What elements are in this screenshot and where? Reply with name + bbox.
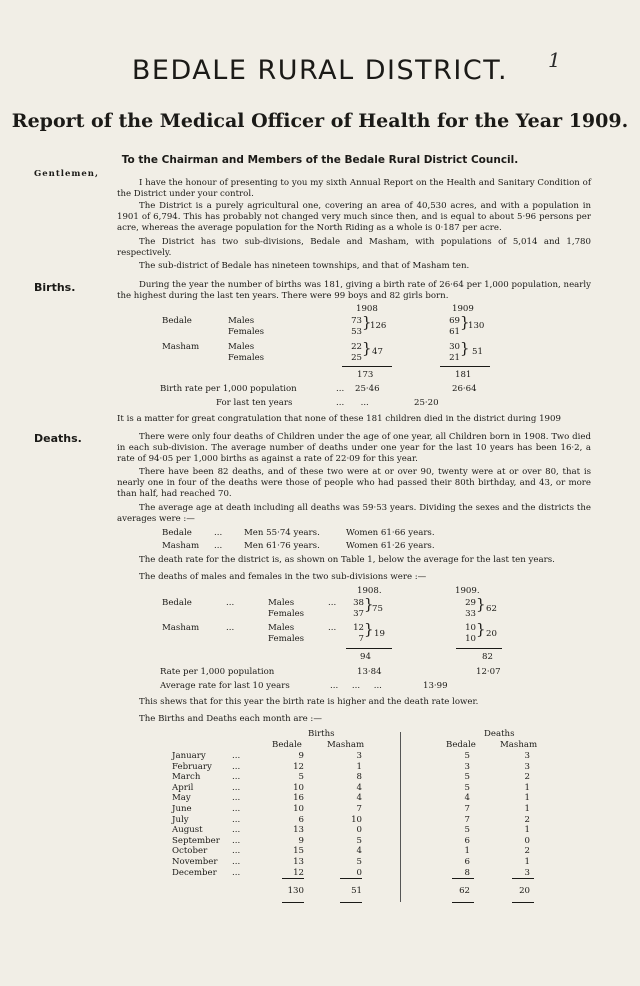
table-cell-b-bed: 6 xyxy=(298,814,304,825)
births-masham-m1908: 22 xyxy=(351,342,362,352)
deaths-district-bedale: Bedale xyxy=(162,598,192,608)
births-paragraph: During the year the number of births was 181, giving a birth rate of 26·64 per 1,000 population, nearly the highest during the last ten years. There were 99 boys and 82 girls born. xyxy=(117,280,591,301)
salutation: Gentlemen, xyxy=(34,169,99,179)
sum-rule xyxy=(282,878,304,879)
district-title: BEDALE RURAL DISTRICT. xyxy=(131,55,509,86)
table-cell-d-mas: 0 xyxy=(524,835,530,846)
table-cell-b-mas: 10 xyxy=(351,814,362,825)
dots: ... xyxy=(232,772,241,783)
table-cell-b-bed: 12 xyxy=(293,761,304,772)
month-label: September xyxy=(172,835,220,846)
table-cell-d-mas: 1 xyxy=(524,793,530,804)
births-males-label: Males xyxy=(228,342,255,352)
deaths-bedale-m1909: 29 xyxy=(465,598,476,608)
ten-year-label: For last ten years xyxy=(216,398,293,408)
deaths-paragraph: There were only four deaths of Children under the age of one year, all Children born in 1908. Two died in each sub-division. The average number of deaths under one year for the last 10 years has been 16·2, a rate of 94·05 per 1,000 births as against a rate of 22·09 for this year. xyxy=(117,432,591,464)
deaths-masham-m1908: 12 xyxy=(353,623,364,633)
table-cell-d-mas: 1 xyxy=(524,804,530,814)
table-cell-d-bed: 7 xyxy=(464,814,470,825)
death-rate-1908: 13·84 xyxy=(357,667,382,677)
deaths-side-label: Deaths. xyxy=(34,432,82,445)
deaths-females-label: Females xyxy=(268,609,305,619)
addressee-line: To the Chairman and Members of the Bedale Rural District Council. xyxy=(121,154,519,166)
deaths-females-label: Females xyxy=(268,634,305,644)
dots: ... xyxy=(232,857,241,867)
intro-paragraph: I have the honour of presenting to you my sixth Annual Report on the Health and Sanitary Condition of the District under your control. xyxy=(117,178,591,199)
births-bedale-total: 130 xyxy=(287,886,304,896)
deaths-year-1908: 1908. xyxy=(357,586,382,596)
births-masham-f1909: 21 xyxy=(449,353,460,363)
men-average-age-bedale: Men 55·74 years. xyxy=(244,528,320,538)
sum-rule xyxy=(282,902,304,903)
births-column-heading: Births xyxy=(308,729,335,739)
dots: ... xyxy=(232,793,241,804)
dots: ... xyxy=(328,598,337,608)
month-label: October xyxy=(172,846,208,857)
table-cell-d-mas: 2 xyxy=(524,814,530,825)
table-cell-b-bed: 9 xyxy=(298,751,304,761)
month-label: April xyxy=(172,782,194,793)
deaths-paragraph: There have been 82 deaths, and of these two were at or over 90, twenty were at or over 80, that is nearly one in four of the deaths were those of people who had passed their 80th birthday, and 43, or more than half, had reached 70. xyxy=(117,467,591,499)
month-label: March xyxy=(172,772,201,783)
dots: ... xyxy=(232,846,241,857)
births-district-bedale: Bedale xyxy=(162,316,192,326)
table-cell-b-bed: 5 xyxy=(298,772,304,783)
deaths-masham-t1908: 19 xyxy=(374,629,385,639)
table-cell-b-bed: 10 xyxy=(293,804,304,814)
sum-rule xyxy=(340,902,362,903)
women-average-age-bedale: Women 61·66 years. xyxy=(346,528,435,538)
table-cell-d-bed: 5 xyxy=(464,782,470,793)
report-title: Report of the Medical Officer of Health for the Year 1909. xyxy=(11,110,629,132)
births-bedale-f1908: 53 xyxy=(351,327,362,337)
deaths-masham-f1909: 10 xyxy=(465,634,476,644)
table-cell-b-bed: 13 xyxy=(293,825,304,836)
deaths-bedale-t1909: 62 xyxy=(486,604,497,614)
age-district-masham: Masham xyxy=(162,541,200,551)
table-cell-d-bed: 3 xyxy=(464,761,470,772)
deaths-masham-m1909: 10 xyxy=(465,623,476,633)
table-cell-b-mas: 4 xyxy=(356,846,362,857)
dots: ... xyxy=(232,825,241,836)
dots: ... xyxy=(226,598,235,608)
brace: } xyxy=(460,313,470,331)
sum-rule xyxy=(456,648,502,649)
table-cell-b-bed: 15 xyxy=(293,846,304,857)
deaths-bedale-total: 62 xyxy=(459,886,470,896)
births-females-label: Females xyxy=(228,327,265,337)
table-cell-d-mas: 3 xyxy=(524,761,530,772)
table-cell-b-mas: 3 xyxy=(356,751,362,761)
deaths-masham-f1908: 7 xyxy=(358,634,364,644)
table-cell-d-bed: 6 xyxy=(464,835,470,846)
births-males-label: Males xyxy=(228,316,255,326)
table-cell-d-bed: 4 xyxy=(464,793,470,804)
deaths-paragraph: The deaths of males and females in the two sub-divisions were :— xyxy=(139,572,427,582)
deaths-bedale-m1908: 38 xyxy=(353,598,364,608)
average-death-rate: 13·99 xyxy=(423,681,448,691)
deaths-district-masham: Masham xyxy=(162,623,200,633)
table-cell-b-mas: 5 xyxy=(356,835,362,846)
table-cell-d-mas: 2 xyxy=(524,772,530,783)
table-cell-b-bed: 12 xyxy=(293,867,304,878)
table-cell-b-mas: 1 xyxy=(356,761,362,772)
sum-rule xyxy=(440,366,490,367)
births-year-1909: 1909 xyxy=(452,304,474,314)
death-rate-1909: 12·07 xyxy=(476,667,501,677)
brace: } xyxy=(460,339,470,357)
table-cell-d-mas: 3 xyxy=(524,751,530,761)
births-total-1909: 181 xyxy=(455,370,472,380)
table-cell-d-mas: 2 xyxy=(524,846,530,857)
births-side-label: Births. xyxy=(34,281,76,294)
month-label: February xyxy=(172,761,212,772)
women-average-age-masham: Women 61·26 years. xyxy=(346,541,435,551)
dots: ... ... ... xyxy=(330,681,382,691)
table-cell-d-bed: 7 xyxy=(464,804,470,814)
dots: ... xyxy=(214,528,223,538)
deaths-total-1908: 94 xyxy=(360,652,371,662)
average-rate-label: Average rate for last 10 years xyxy=(160,681,290,691)
dots: ... xyxy=(226,623,235,633)
month-label: December xyxy=(172,867,217,878)
table-cell-b-bed: 10 xyxy=(293,782,304,793)
table-cell-d-bed: 5 xyxy=(464,825,470,836)
births-total-1908: 173 xyxy=(357,370,374,380)
brace: } xyxy=(364,620,374,638)
deaths-year-1909: 1909. xyxy=(455,586,480,596)
table-cell-b-mas: 7 xyxy=(356,804,362,814)
deaths-males-label: Males xyxy=(268,623,295,633)
sum-rule xyxy=(452,902,474,903)
deaths-paragraph: The average age at death including all deaths was 59·53 years. Dividing the sexes and the districts the averages were :— xyxy=(117,503,591,524)
births-bedale-f1909: 61 xyxy=(449,327,460,337)
month-label: January xyxy=(172,751,206,761)
dots: ... xyxy=(232,761,241,772)
births-col-bedale: Bedale xyxy=(272,740,302,750)
dots: ... xyxy=(232,835,241,846)
deaths-total-1909: 82 xyxy=(482,652,493,662)
births-note: It is a matter for great congratulation that none of these 181 children died in the district during 1909 xyxy=(117,414,561,424)
table-cell-d-mas: 3 xyxy=(524,867,530,878)
table-cell-b-mas: 8 xyxy=(356,772,362,783)
ten-year-birth-rate: 25·20 xyxy=(414,398,439,408)
men-average-age-masham: Men 61·76 years. xyxy=(244,541,320,551)
page-number-annotation: 1 xyxy=(548,48,561,72)
deaths-paragraph: The death rate for the district is, as shown on Table 1, below the average for the last ten years. xyxy=(139,555,555,565)
table-cell-d-bed: 1 xyxy=(464,846,470,857)
births-district-masham: Masham xyxy=(162,342,200,352)
brace: } xyxy=(362,313,372,331)
births-bedale-m1908: 73 xyxy=(351,316,362,326)
month-label: August xyxy=(172,825,203,836)
month-label: May xyxy=(172,793,191,804)
dots: ... xyxy=(328,623,337,633)
deaths-males-label: Males xyxy=(268,598,295,608)
table-cell-d-bed: 6 xyxy=(464,857,470,867)
brace: } xyxy=(476,620,486,638)
intro-paragraph: The District has two sub-divisions, Bedale and Masham, with populations of 5,014 and 1,780 respectively. xyxy=(117,237,591,258)
table-cell-b-mas: 0 xyxy=(356,867,362,878)
table-cell-d-bed: 8 xyxy=(464,867,470,878)
deaths-masham-t1909: 20 xyxy=(486,629,497,639)
table-cell-b-bed: 13 xyxy=(293,857,304,867)
births-masham-t1908: 47 xyxy=(372,347,383,357)
birth-rate-label: Birth rate per 1,000 population xyxy=(160,384,297,394)
table-cell-b-mas: 4 xyxy=(356,782,362,793)
intro-paragraph: The sub-district of Bedale has nineteen townships, and that of Masham ten. xyxy=(139,261,470,271)
births-col-masham: Masham xyxy=(327,740,365,750)
table-cell-b-mas: 5 xyxy=(356,857,362,867)
table-cell-d-mas: 1 xyxy=(524,825,530,836)
births-females-label: Females xyxy=(228,353,265,363)
table-cell-b-bed: 16 xyxy=(293,793,304,804)
sum-rule xyxy=(452,878,474,879)
births-masham-t1909: 51 xyxy=(472,347,483,357)
dots: ... xyxy=(232,751,241,761)
births-bedale-m1909: 69 xyxy=(449,316,460,326)
dots: ... xyxy=(232,804,241,814)
deaths-bedale-f1908: 37 xyxy=(353,609,364,619)
births-bedale-t1908: 126 xyxy=(370,321,387,331)
births-masham-m1909: 30 xyxy=(449,342,460,352)
sum-rule xyxy=(346,648,392,649)
sum-rule xyxy=(512,902,534,903)
births-masham-total: 51 xyxy=(351,886,362,896)
deaths-masham-total: 20 xyxy=(519,886,530,896)
table-cell-b-mas: 0 xyxy=(356,825,362,836)
table-cell-d-bed: 5 xyxy=(464,751,470,761)
intro-paragraph: The District is a purely agricultural one, covering an area of 40,530 acres, and with a population in 1901 of 6,794. This has probably not changed very much since then, and is equal to about 5·96 persons per acre, whereas the average population for the North Riding as a whole is 0·187 per acre. xyxy=(117,201,591,233)
births-year-1908: 1908 xyxy=(356,304,378,314)
brace: } xyxy=(364,595,374,613)
month-label: July xyxy=(172,814,189,825)
deaths-column-heading: Deaths xyxy=(484,729,515,739)
sum-rule xyxy=(340,878,362,879)
table-cell-d-mas: 1 xyxy=(524,782,530,793)
dots: ... xyxy=(232,782,241,793)
brace: } xyxy=(476,595,486,613)
age-district-bedale: Bedale xyxy=(162,528,192,538)
dots: ... ... xyxy=(336,398,369,408)
table-cell-b-mas: 4 xyxy=(356,793,362,804)
deaths-paragraph: This shews that for this year the birth rate is higher and the death rate lower. xyxy=(139,697,479,707)
month-label: June xyxy=(172,804,192,814)
dots: ... xyxy=(232,867,241,878)
deaths-col-masham: Masham xyxy=(500,740,538,750)
birth-rate-1909: 26·64 xyxy=(452,384,477,394)
dots: ... xyxy=(214,541,223,551)
month-label: November xyxy=(172,857,218,867)
births-bedale-t1909: 130 xyxy=(468,321,485,331)
sum-rule xyxy=(512,878,534,879)
column-divider xyxy=(400,732,401,902)
death-rate-label: Rate per 1,000 population xyxy=(160,667,275,677)
deaths-paragraph: The Births and Deaths each month are :— xyxy=(139,714,322,724)
deaths-bedale-f1909: 33 xyxy=(465,609,476,619)
dots: ... xyxy=(336,384,345,394)
table-cell-d-bed: 5 xyxy=(464,772,470,783)
sum-rule xyxy=(342,366,392,367)
dots: ... xyxy=(232,814,241,825)
birth-rate-1908: 25·46 xyxy=(355,384,380,394)
brace: } xyxy=(362,339,372,357)
deaths-col-bedale: Bedale xyxy=(446,740,476,750)
births-masham-f1908: 25 xyxy=(351,353,362,363)
deaths-bedale-t1908: 75 xyxy=(372,604,383,614)
table-cell-b-bed: 9 xyxy=(298,835,304,846)
table-cell-d-mas: 1 xyxy=(524,857,530,867)
